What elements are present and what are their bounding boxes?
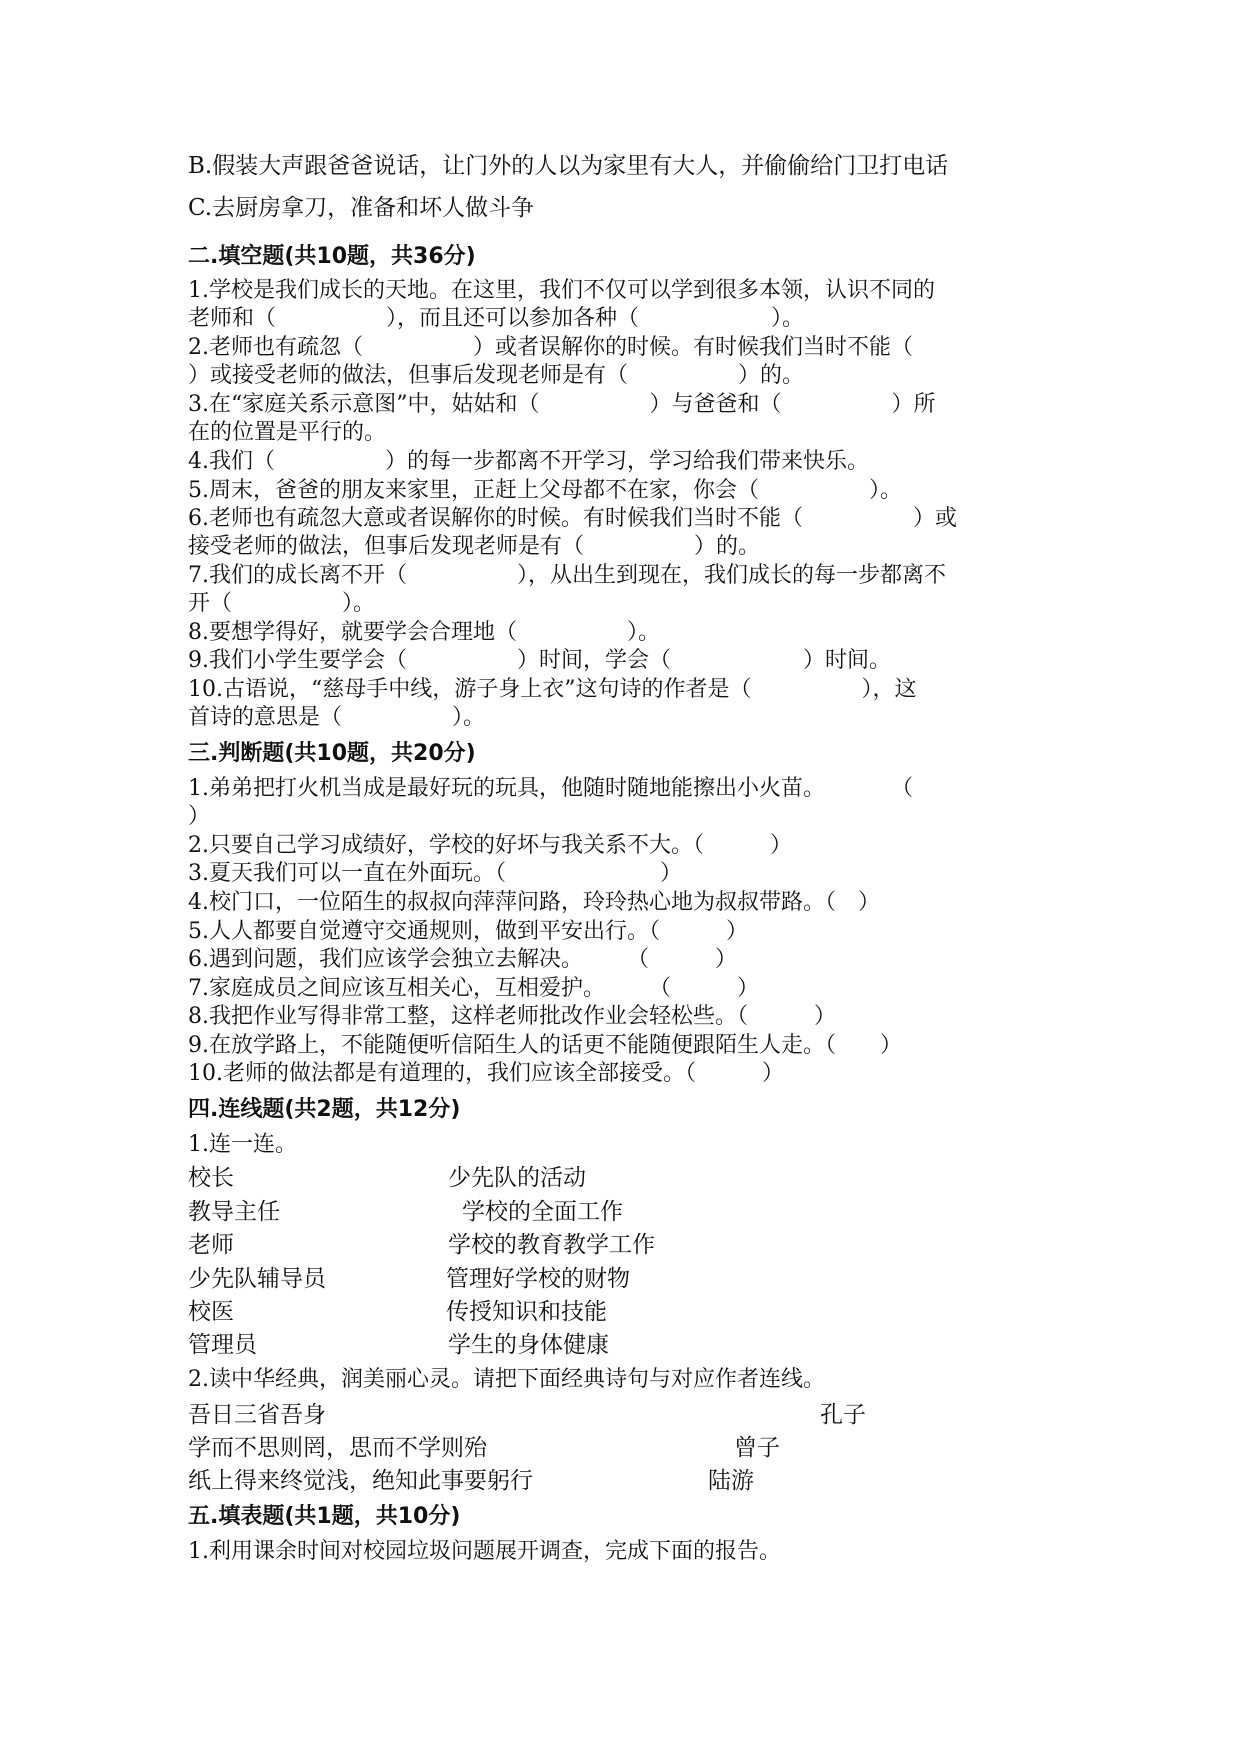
match-left-item: 少先队辅导员: [188, 1266, 326, 1292]
match-right-item: 传授知识和技能: [446, 1299, 607, 1325]
question-text: 1.利用课余时间对校园垃圾问题展开调查，完成下面的报告。: [188, 1539, 781, 1564]
text-line: 5.周末，爸爸的朋友来家里，正赶上父母都不在家，你会（ ）。: [188, 478, 902, 503]
text-line: 开（ ）。: [188, 591, 376, 616]
text-line: 首诗的意思是（ ）。: [188, 705, 486, 730]
text-line: 4.我们（ ）的每一步都离不开学习，学习给我们带来快乐。: [188, 449, 869, 474]
section-title-true-false: 三.判断题(共10题，共20分): [188, 741, 476, 766]
text-line: 2.只要自己学习成绩好，学校的好坏与我关系不大。（ ）: [188, 833, 792, 858]
match-right-item: 学生的身体健康: [448, 1332, 609, 1358]
question-text: 1.连一连。: [188, 1132, 297, 1157]
match-left-item: 教导主任: [188, 1199, 280, 1225]
section-title-fill-blank: 二.填空题(共10题，共36分): [188, 244, 476, 269]
poem-author: 曾子: [734, 1435, 780, 1461]
text-line: 7.家庭成员之间应该互相关心，互相爱护。 （ ）: [188, 976, 759, 1001]
text-line: 3.夏天我们可以一直在外面玩。（ ）: [188, 861, 682, 886]
option-b: B.假装大声跟爸爸说话，让门外的人以为家里有大人，并偷偷给门卫打电话: [188, 153, 949, 179]
match-left-item: 管理员: [188, 1332, 257, 1358]
text-line: 老师和（ ），而且还可以参加各种（ ）。: [188, 306, 805, 331]
section-title-matching: 四.连线题(共2题，共12分): [188, 1097, 461, 1122]
match-right-item: 学校的全面工作: [462, 1199, 623, 1225]
text-line: 接受老师的做法，但事后发现老师是有（ ）的。: [188, 534, 761, 559]
text-line: 4.校门口，一位陌生的叔叔向萍萍问路，玲玲热心地为叔叔带路。（ ）: [188, 890, 880, 915]
text-line: ）或接受老师的做法，但事后发现老师是有（ ）的。: [188, 363, 805, 388]
text-line: 9.在放学路上，不能随便听信陌生人的话更不能随便跟陌生人走。（ ）: [188, 1033, 902, 1058]
match-right-item: 学校的教育教学工作: [448, 1232, 655, 1258]
poem-line: 纸上得来终觉浅，绝知此事要躬行: [188, 1468, 533, 1494]
text-line: 1.学校是我们成长的天地。在这里，我们不仅可以学到很多本领，认识不同的: [188, 278, 935, 303]
text-line: 6.老师也有疏忽大意或者误解你的时候。有时候我们当时不能（ ）或: [188, 506, 957, 531]
match-left-item: 老师: [188, 1232, 234, 1258]
text-line: 2.老师也有疏忽（ ）或者误解你的时候。有时候我们当时不能（: [188, 335, 913, 360]
question-text: 2.读中华经典，润美丽心灵。请把下面经典诗句与对应作者连线。: [188, 1367, 825, 1392]
match-right-item: 少先队的活动: [448, 1165, 586, 1191]
match-left-item: 校医: [188, 1299, 234, 1325]
poem-line: 吾日三省吾身: [188, 1402, 326, 1428]
text-line: ）: [188, 804, 211, 829]
text-line: 10.古语说，“慈母手中线，游子身上衣”这句诗的作者是（ ），这: [188, 677, 917, 702]
poem-author: 孔子: [820, 1402, 866, 1428]
match-right-item: 管理好学校的财物: [446, 1266, 630, 1292]
text-line: 1.弟弟把打火机当成是最好玩的玩具，他随时随地能擦出小火苗。 （: [188, 776, 913, 801]
text-line: 6.遇到问题，我们应该学会独立去解决。 （ ）: [188, 947, 737, 972]
text-line: 10.老师的做法都是有道理的，我们应该全部接受。（ ）: [188, 1061, 784, 1086]
section-title-table: 五.填表题(共1题，共10分): [188, 1504, 461, 1529]
text-line: 在的位置是平行的。: [188, 420, 387, 445]
text-line: 7.我们的成长离不开（ ），从出生到现在，我们成长的每一步都离不: [188, 563, 946, 588]
match-left-item: 校长: [188, 1165, 234, 1191]
text-line: 8.我把作业写得非常工整，这样老师批改作业会轻松些。（ ）: [188, 1004, 836, 1029]
text-line: 5.人人都要自觉遵守交通规则，做到平安出行。（ ）: [188, 919, 748, 944]
text-line: 3.在“家庭关系示意图”中，姑姑和（ ）与爸爸和（ ）所: [188, 392, 936, 417]
text-line: 8.要想学得好，就要学会合理地（ ）。: [188, 620, 660, 645]
poem-line: 学而不思则罔，思而不学则殆: [188, 1435, 487, 1461]
poem-author: 陆游: [708, 1468, 754, 1494]
text-line: 9.我们小学生要学会（ ）时间，学会（ ）时间。: [188, 648, 891, 673]
option-c: C.去厨房拿刀，准备和坏人做斗争: [188, 195, 535, 221]
